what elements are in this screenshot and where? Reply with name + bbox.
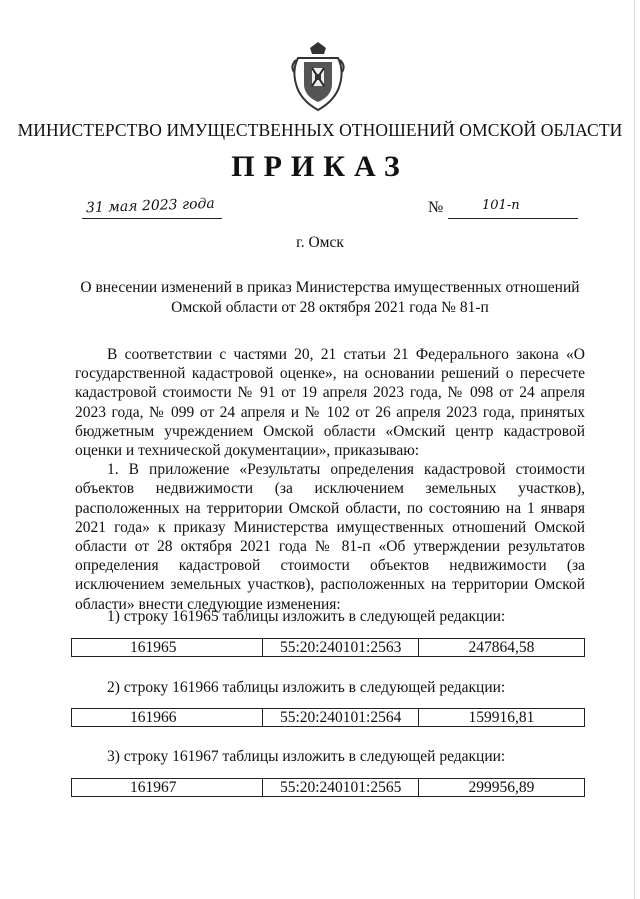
number-underline [448, 218, 578, 219]
cadastral-value: 299956,89 [418, 779, 584, 797]
subject-line-1: О внесении изменений в приказ Министерства имущественных отношений [80, 279, 580, 296]
table-row [71, 638, 585, 657]
body-text [75, 345, 585, 614]
table-row [71, 778, 585, 797]
number-sign: № [428, 199, 444, 216]
cadastral-number: 55:20:240101:2564 [263, 709, 418, 727]
handwritten-number: 101-п [482, 198, 520, 213]
subject-line-2: Омской области от 28 октября 2021 года № 81-п [171, 299, 489, 316]
ministry-name: МИНИСТЕРСТВО ИМУЩЕСТВЕННЫХ ОТНОШЕНИЙ ОМСКОЙ ОБЛАСТИ [17, 120, 623, 140]
row-number: 161965 [72, 639, 263, 657]
coat-of-arms-icon [288, 40, 348, 112]
row-number: 161967 [72, 779, 263, 797]
cadastral-number: 55:20:240101:2565 [263, 779, 418, 797]
paragraph-1: 1. В приложение «Результаты определения кадастровой стоимости объектов недвижимости (за исключением земельных участков), расположенных на территории Омской области, по состоянию на 1 января 2021 года» к приказу Министерства имущественных отношений Омской области от 28 октября 2021 года № 81-п «Об утверждении результатов определения кадастровой стоимости объектов недвижимости (за исключением земельных участков), расположенных на территории Омской области» внести следующие изменения: [75, 461, 585, 613]
subject [80, 278, 580, 318]
paragraph-basis: В соответствии с частями 20, 21 статьи 21 Федерального закона «О государственной кадастровой оценке», на основании решений о пересчете кадастровой стоимости № 91 от 19 апреля 2023 года, № 098 от 24 апреля 2023 года, № 099 от 24 апреля и № 102 от 26 апреля 2023 года, принятых бюджетным учреждением Омской области «Омский центр кадастровой оценки и технической документации», приказываю: [75, 346, 585, 460]
row-number: 161966 [72, 709, 263, 727]
handwritten-date: 31 мая 2023 года [85, 195, 215, 217]
row-intro-2: 2) строку 161966 таблицы изложить в следующей редакции: [107, 679, 506, 696]
document-title: ПРИКАЗ [231, 150, 409, 183]
table-row [71, 708, 585, 727]
row-intro-3: 3) строку 161967 таблицы изложить в следующей редакции: [107, 748, 506, 765]
scan-edge [634, 0, 635, 899]
row-intro-1: 1) строку 161965 таблицы изложить в следующей редакции: [107, 608, 506, 625]
city: г. Омск [296, 234, 344, 251]
cadastral-value: 159916,81 [418, 709, 584, 727]
cadastral-value: 247864,58 [418, 639, 584, 657]
cadastral-number: 55:20:240101:2563 [263, 639, 418, 657]
date-underline [82, 218, 222, 219]
